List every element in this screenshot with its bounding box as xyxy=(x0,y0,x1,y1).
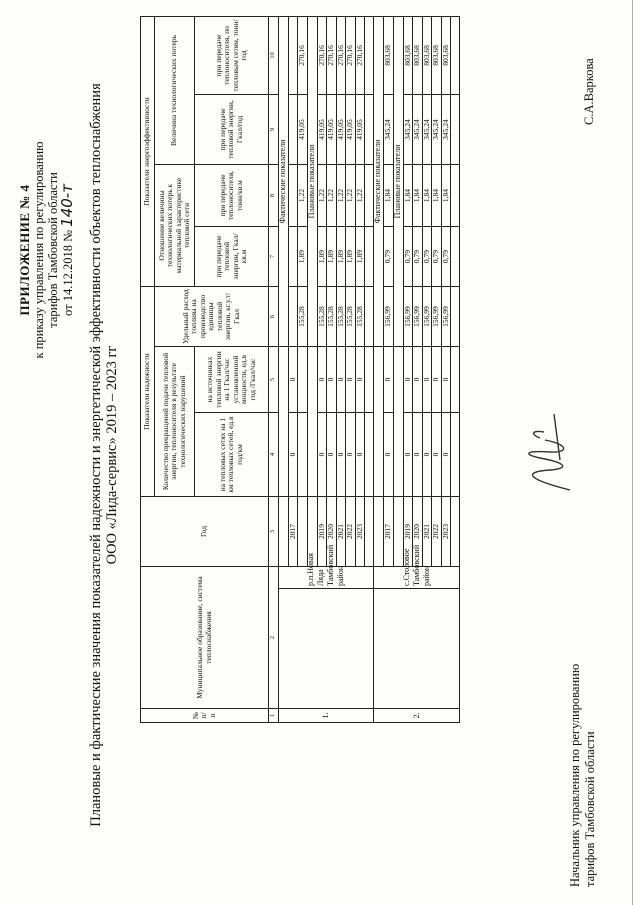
blank-cell xyxy=(451,165,460,227)
sources-interruptions-cell: 0 xyxy=(336,347,346,413)
entity-number: 2. xyxy=(374,709,460,723)
loss-ratio-heat-cell: 1,89 xyxy=(298,227,308,287)
section-label-plan: Плановые показатели xyxy=(393,16,403,346)
loss-ratio-carrier-cell: 1,22 xyxy=(327,165,337,227)
tech-losses-heat-cell: 419,05 xyxy=(355,95,365,165)
specific-fuel-cell: 155,28 xyxy=(327,287,337,347)
specific-fuel-cell: 156,99 xyxy=(403,287,413,347)
loss-ratio-carrier-cell: 1,84 xyxy=(413,165,423,227)
networks-interruptions-cell: 0 xyxy=(422,413,432,497)
networks-interruptions-cell: 0 xyxy=(336,413,346,497)
title-line-2: ООО «Лида-сервис» 2019 – 2023 гг xyxy=(104,345,120,565)
tech-losses-carrier-cell: 270,16 xyxy=(298,16,308,94)
entity-name: р.п.Новая Ляда Тамбовский район xyxy=(278,567,374,589)
blank-cell xyxy=(278,347,288,497)
networks-interruptions-cell: 0 xyxy=(317,413,327,497)
tech-losses-heat-cell: 419,05 xyxy=(298,95,308,165)
specific-fuel-cell: 156,99 xyxy=(422,287,432,347)
sources-interruptions-cell: 0 xyxy=(355,347,365,413)
year-cell: 2021 xyxy=(422,497,432,567)
tech-losses-heat-cell: 345,24 xyxy=(413,95,423,165)
tech-losses-carrier-cell: 803,68 xyxy=(422,16,432,94)
year-cell: 2020 xyxy=(327,497,337,567)
tech-losses-heat-cell: 345,24 xyxy=(441,95,451,165)
col-header-efficiency: Показатели энергоэффективности xyxy=(141,16,155,286)
col-header-year: Год xyxy=(141,497,269,567)
appendix-line-2: тарифов Тамбовской области xyxy=(46,172,60,328)
sources-interruptions-cell: 0 xyxy=(403,347,413,413)
networks-interruptions-cell: 0 xyxy=(327,413,337,497)
signer-position-line-2: тарифов Тамбовской области xyxy=(583,731,597,887)
sources-interruptions-cell: 0 xyxy=(384,347,394,413)
tech-losses-heat-cell: 419,05 xyxy=(346,95,356,165)
networks-interruptions-cell: 0 xyxy=(432,413,442,497)
loss-ratio-carrier-cell: 1,84 xyxy=(441,165,451,227)
specific-fuel-cell: 155,28 xyxy=(298,287,308,347)
blank-cell xyxy=(374,497,384,567)
year-cell: 2023 xyxy=(441,497,451,567)
sources-interruptions-cell: 0 xyxy=(422,347,432,413)
indicators-table xyxy=(140,16,460,723)
section-label-fact: Фактические показатели xyxy=(278,16,288,346)
blank-cell xyxy=(451,16,460,94)
appendix-line-1: к приказу управления по регулированию xyxy=(32,141,46,359)
col-header-no: № п/п xyxy=(141,709,269,723)
col-header-reliability: Показатели надежности xyxy=(141,287,155,497)
blank-cell xyxy=(451,497,460,567)
year-cell: 2019 xyxy=(403,497,413,567)
loss-ratio-heat-cell: 1,89 xyxy=(346,227,356,287)
col-header-municipality: Муниципальное образование, система теплоснабжения xyxy=(141,567,269,709)
column-number-row xyxy=(269,16,279,722)
column-number: 10 xyxy=(269,16,279,94)
tech-losses-carrier-cell: 270,16 xyxy=(327,16,337,94)
loss-ratio-heat-cell: 0,79 xyxy=(403,227,413,287)
tech-losses-carrier-cell: 270,16 xyxy=(346,16,356,94)
column-number: 5 xyxy=(269,347,279,413)
networks-interruptions-cell: 0 xyxy=(355,413,365,497)
specific-fuel-cell: 156,99 xyxy=(384,287,394,347)
loss-ratio-carrier-cell: 1,84 xyxy=(403,165,413,227)
loss-ratio-carrier-cell: 1,84 xyxy=(422,165,432,227)
networks-interruptions-cell: 0 xyxy=(346,413,356,497)
blank-cell xyxy=(365,347,374,413)
signer-name: С.А.Варкова xyxy=(582,58,596,125)
blank-cell xyxy=(451,227,460,287)
tech-losses-carrier-cell: 803,68 xyxy=(413,16,423,94)
appendix-line-3 xyxy=(60,40,75,460)
column-number: 9 xyxy=(269,95,279,165)
tech-losses-carrier-cell: 270,16 xyxy=(317,16,327,94)
blank-cell xyxy=(307,347,317,497)
blank-cell xyxy=(365,227,374,287)
loss-ratio-heat-cell: 0,79 xyxy=(422,227,432,287)
sources-interruptions-cell: 0 xyxy=(346,347,356,413)
loss-ratio-carrier-cell: 1,22 xyxy=(346,165,356,227)
tech-losses-carrier-cell: 270,16 xyxy=(355,16,365,94)
sources-interruptions-cell: 0 xyxy=(317,347,327,413)
blank-cell xyxy=(451,413,460,497)
tech-losses-heat-cell: 345,24 xyxy=(384,95,394,165)
column-number: 4 xyxy=(269,413,279,497)
entity-spacer xyxy=(374,589,460,709)
document-title xyxy=(88,25,120,885)
blank-cell xyxy=(365,165,374,227)
section-row xyxy=(278,16,288,722)
blank-cell xyxy=(451,347,460,413)
column-number: 3 xyxy=(269,497,279,567)
specific-fuel-cell: 155,28 xyxy=(336,287,346,347)
col-header-tech-losses-heat: при передаче тепловой энергии, Гкал/год xyxy=(195,95,269,165)
col-header-loss-ratio-carrier: при передаче теплоносителя, тонн/кв.м xyxy=(195,165,269,227)
section-label-plan: Плановые показатели xyxy=(307,16,317,346)
year-cell: 2017 xyxy=(384,497,394,567)
blank-cell xyxy=(365,95,374,165)
tech-losses-carrier-cell: 803,68 xyxy=(441,16,451,94)
entity-name: с.Столовое Тамбовский район xyxy=(374,567,460,589)
column-number: 8 xyxy=(269,165,279,227)
tech-losses-heat-cell: 419,05 xyxy=(317,95,327,165)
year-cell: 2017 xyxy=(288,497,298,567)
loss-ratio-heat-cell: 1,89 xyxy=(355,227,365,287)
title-line-1: Плановые и фактические значения показателей надежности и энергетической эффективности объектов теплоснабжения xyxy=(88,83,104,827)
loss-ratio-heat-cell: 1,89 xyxy=(336,227,346,287)
specific-fuel-cell: 156,99 xyxy=(413,287,423,347)
sources-interruptions-cell: 0 xyxy=(327,347,337,413)
col-header-specific-fuel: Удельный расход топлива на производство единицы тепловой энергии, кг.у.т/Гкал xyxy=(155,287,269,347)
sources-interruptions-cell: 0 xyxy=(441,347,451,413)
blank-cell xyxy=(374,347,384,497)
blank-cell xyxy=(365,16,374,94)
col-header-at-sources: на источниках тепловой энергии на 1 Гкал/час установленной мощности, ед.в год /Гкал/час xyxy=(195,347,269,413)
networks-interruptions-cell: 0 xyxy=(288,413,298,497)
specific-fuel-cell: 156,99 xyxy=(441,287,451,347)
blank-cell xyxy=(451,95,460,165)
blank-cell xyxy=(451,287,460,347)
networks-interruptions-cell: 0 xyxy=(441,413,451,497)
entity-number: 1. xyxy=(278,709,374,723)
section-label-fact: Фактические показатели xyxy=(374,16,384,346)
tech-losses-carrier-cell: 803,68 xyxy=(384,16,394,94)
blank-cell xyxy=(365,497,374,567)
signer-position xyxy=(568,664,598,887)
column-number: 7 xyxy=(269,227,279,287)
networks-interruptions-cell: 0 xyxy=(413,413,423,497)
column-number: 6 xyxy=(269,287,279,347)
section-row xyxy=(374,16,384,722)
networks-interruptions-cell: 0 xyxy=(403,413,413,497)
col-header-loss-ratio-heat: при передаче тепловой энергии, Гкал/кв.м xyxy=(195,227,269,287)
order-date: от 14.12.2018 № xyxy=(61,229,75,316)
tech-losses-carrier-cell: 270,16 xyxy=(336,16,346,94)
signer-position-line-1: Начальник управления по регулированию xyxy=(568,663,582,887)
sources-interruptions-cell: 0 xyxy=(288,347,298,413)
column-number: 1 xyxy=(269,709,279,723)
appendix-header xyxy=(18,40,75,460)
col-header-tech-losses-carrier: при передаче теплоносителя, по тепловым сетям, тонн/год xyxy=(195,16,269,94)
networks-interruptions-cell xyxy=(298,413,308,497)
specific-fuel-cell: 156,99 xyxy=(432,287,442,347)
blank-cell xyxy=(365,413,374,497)
loss-ratio-carrier-cell: 1,22 xyxy=(317,165,327,227)
blank-cell xyxy=(365,287,374,347)
tech-losses-heat-cell: 419,05 xyxy=(336,95,346,165)
loss-ratio-heat-cell: 0,79 xyxy=(413,227,423,287)
loss-ratio-carrier-cell: 1,22 xyxy=(298,165,308,227)
tech-losses-heat-cell: 345,24 xyxy=(432,95,442,165)
loss-ratio-heat-cell: 0,79 xyxy=(441,227,451,287)
specific-fuel-cell: 155,28 xyxy=(317,287,327,347)
tech-losses-carrier-cell: 803,68 xyxy=(403,16,413,94)
tech-losses-heat-cell: 345,24 xyxy=(422,95,432,165)
year-cell: 2019 xyxy=(317,497,327,567)
appendix-title: ПРИЛОЖЕНИЕ № 4 xyxy=(17,184,32,316)
sources-interruptions-cell: 0 xyxy=(432,347,442,413)
tech-losses-heat-cell: 345,24 xyxy=(403,95,413,165)
col-header-tech-losses: Величина технологических потерь xyxy=(155,16,195,164)
year-cell: 2021 xyxy=(336,497,346,567)
sources-interruptions-cell xyxy=(298,347,308,413)
tech-losses-heat-cell: 419,05 xyxy=(327,95,337,165)
loss-ratio-carrier-cell: 1,22 xyxy=(336,165,346,227)
loss-ratio-heat-cell: 0,79 xyxy=(384,227,394,287)
networks-interruptions-cell: 0 xyxy=(384,413,394,497)
specific-fuel-cell: 155,28 xyxy=(346,287,356,347)
year-cell: 2022 xyxy=(346,497,356,567)
loss-ratio-carrier-cell: 1,84 xyxy=(384,165,394,227)
order-number-handwritten: 140-т xyxy=(58,184,76,227)
entity-spacer xyxy=(278,589,374,709)
year-cell: 2023 xyxy=(355,497,365,567)
loss-ratio-heat-cell: 0,79 xyxy=(432,227,442,287)
tech-losses-carrier-cell: 803,68 xyxy=(432,16,442,94)
col-header-loss-ratio: Отношение величины технологических потерь к материальной характеристике тепловой сети xyxy=(155,165,195,287)
col-header-on-networks: на тепловых сетях на 1 км тепловых сетей, ед.в год/км xyxy=(195,413,269,497)
blank-cell xyxy=(393,347,403,497)
signature-image xyxy=(510,410,590,500)
blank-cell xyxy=(278,497,288,567)
loss-ratio-carrier-cell: 1,22 xyxy=(355,165,365,227)
loss-ratio-carrier-cell: 1,84 xyxy=(432,165,442,227)
bottom-edge-line xyxy=(632,0,633,905)
col-header-interruptions: Количество прекращений подачи тепловой энергии, теплоносителя в результате технологических нарушений xyxy=(155,347,195,497)
year-cell: 2020 xyxy=(413,497,423,567)
specific-fuel-cell: 155,28 xyxy=(355,287,365,347)
sources-interruptions-cell: 0 xyxy=(413,347,423,413)
loss-ratio-heat-cell: 1,89 xyxy=(327,227,337,287)
year-cell: 2022 xyxy=(432,497,442,567)
loss-ratio-heat-cell: 1,89 xyxy=(317,227,327,287)
column-number: 2 xyxy=(269,567,279,709)
